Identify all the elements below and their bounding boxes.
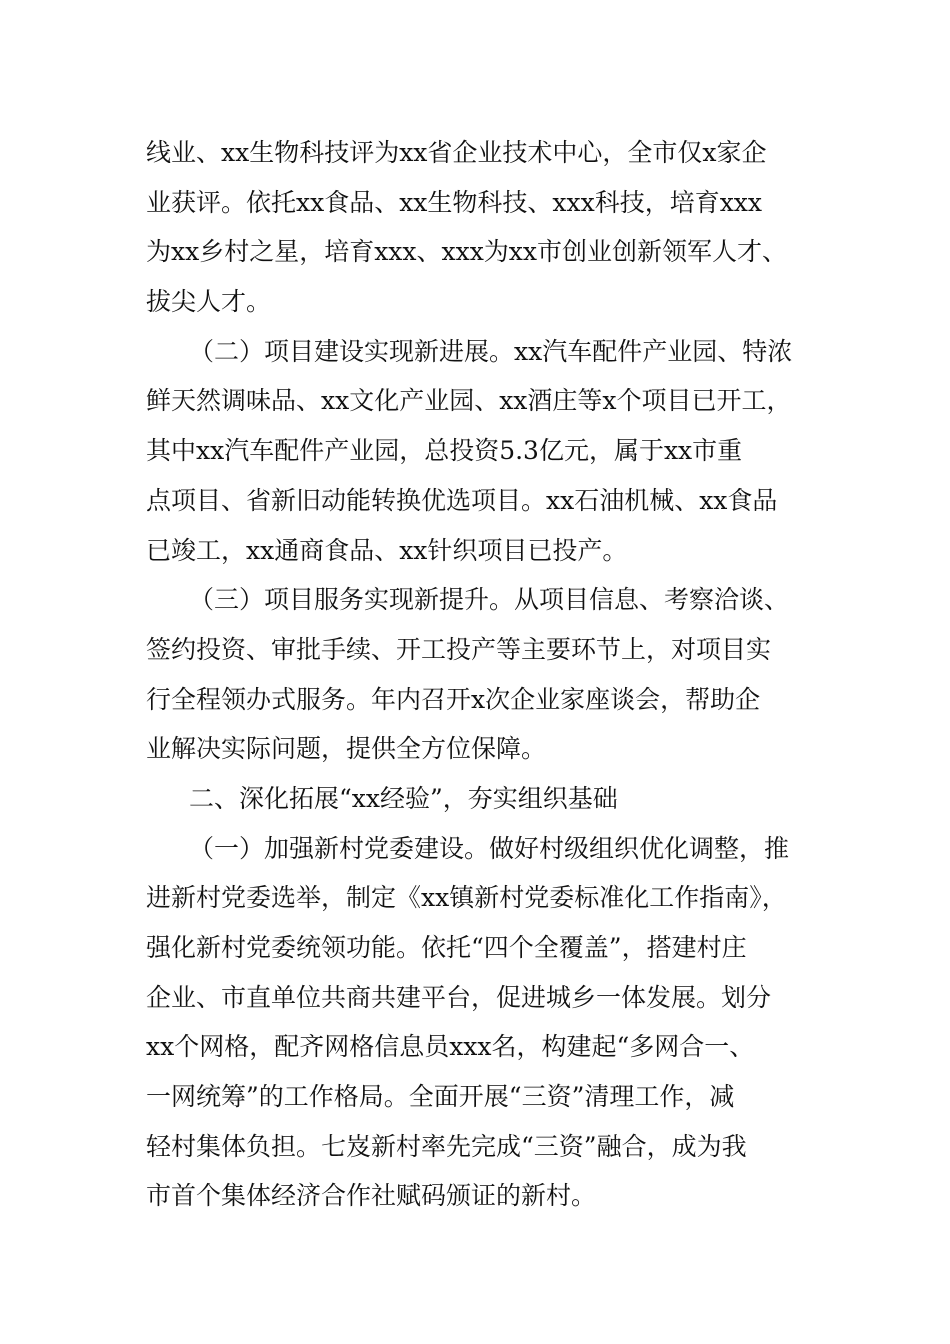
text-line: 签约投资、审批手续、开工投产等主要环节上，对项目实 <box>146 634 772 664</box>
text-line: 一网统筹”的工作格局。全面开展“三资”清理工作，减 <box>146 1082 735 1112</box>
text-line: 轻村集体负担。七岌新村率先完成“三资”融合，成为我 <box>146 1131 747 1161</box>
text-line: 线业、xx生物科技评为xx省企业技术中心，全市仅x家企 <box>146 138 767 167</box>
text-line: 已竣工，xx通商食品、xx针织项目已投产。 <box>146 535 628 565</box>
text-line: 强化新村党委统领功能。依托“四个全覆盖”，搭建村庄 <box>146 933 747 962</box>
paragraph-start-line: （一）加强新村党委建设。做好村级组织优化调整，推 <box>189 833 790 863</box>
document-body <box>146 128 810 1221</box>
text-line: 为xx乡村之星，培育xxx、xxx为xx市创业创新领军人才、 <box>146 237 787 267</box>
text-line: 拔尖人才。 <box>146 287 272 317</box>
text-line: 其中xx汽车配件产业园，总投资5.3亿元，属于xx市重 <box>146 436 743 466</box>
text-line: 鲜天然调味品、xx文化产业园、xx酒庄等x个项目已开工， <box>146 386 792 416</box>
paragraph-start-line: （三）项目服务实现新提升。从项目信息、考察洽谈、 <box>189 585 790 615</box>
text-line: 企业、市直单位共商共建平台，促进城乡一体发展。划分 <box>146 982 772 1012</box>
text-line: 行全程领办式服务。年内召开x次企业家座谈会，帮助企 <box>146 684 761 714</box>
text-line: 业获评。依托xx食品、xx生物科技、xxx科技，培育xxx <box>146 187 762 217</box>
text-line: xx个网格，配齐网格信息员xxx名，构建起“多网合一、 <box>146 1032 755 1062</box>
text-line: 进新村党委选举，制定《xx镇新村党委标准化工作指南》， <box>146 883 787 913</box>
text-line: 点项目、省新旧动能转换优选项目。xx石油机械、xx食品 <box>146 485 778 515</box>
section-heading: 二、深化拓展“xx经验”，夯实组织基础 <box>189 783 618 813</box>
paragraph-start-line: （二）项目建设实现新进展。xx汽车配件产业园、特浓 <box>189 336 793 366</box>
text-line: 业解决实际问题，提供全方位保障。 <box>146 734 547 764</box>
text-line: 市首个集体经济合作社赋码颁证的新村。 <box>146 1181 597 1211</box>
